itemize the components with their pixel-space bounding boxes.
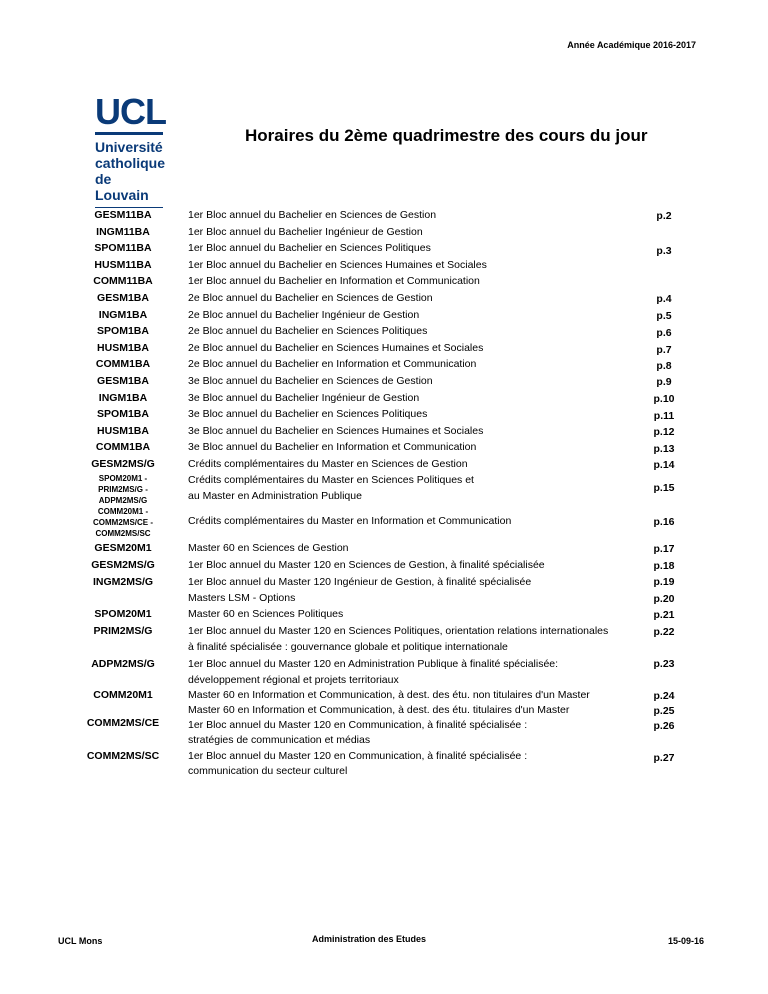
- program-code: ADPM2MS/G: [98, 496, 148, 505]
- program-description: 3e Bloc annuel du Bachelier en Sciences Politiques: [188, 408, 428, 420]
- page-ref: p.18: [653, 560, 675, 572]
- logo-line-3: de Louvain: [95, 171, 149, 203]
- page-ref: p.23: [653, 658, 675, 670]
- page-ref: p.6: [656, 327, 672, 339]
- program-description: 1er Bloc annuel du Master 120 en Sciences de Gestion, à finalité spécialisée: [188, 559, 545, 571]
- program-code: HUSM11BA: [94, 259, 152, 271]
- program-description: développement régional et projets territoriaux: [188, 674, 399, 686]
- program-description: 1er Bloc annuel du Master 120 en Sciences Politiques, orientation relations internationales: [188, 625, 609, 637]
- page-ref: p.4: [656, 293, 672, 305]
- page-ref: p.19: [653, 576, 675, 588]
- program-description: au Master en Administration Publique: [188, 490, 362, 502]
- program-code: INGM2MS/G: [92, 576, 154, 588]
- program-code: GESM2MS/G: [91, 458, 155, 470]
- page-ref: p.16: [653, 516, 675, 528]
- page-ref: p.14: [653, 459, 675, 471]
- program-description: Crédits complémentaires du Master en Information et Communication: [188, 515, 512, 527]
- program-code: SPOM20M1: [94, 608, 152, 620]
- logo-line-1: Université: [95, 139, 163, 155]
- program-description: 2e Bloc annuel du Bachelier en Sciences Humaines et Sociales: [188, 342, 484, 354]
- program-description: Master 60 en Sciences de Gestion: [188, 542, 349, 554]
- program-description: 1er Bloc annuel du Bachelier en Sciences de Gestion: [188, 209, 437, 221]
- program-description: 1er Bloc annuel du Bachelier en Sciences Politiques: [188, 242, 431, 254]
- program-description: 1er Bloc annuel du Bachelier en Sciences Humaines et Sociales: [188, 259, 487, 271]
- program-code: ADPM2MS/G: [91, 658, 155, 670]
- page-ref: p.9: [656, 376, 672, 388]
- page-ref: p.7: [656, 344, 672, 356]
- page-ref: p.22: [653, 626, 675, 638]
- page-ref: p.5: [656, 310, 672, 322]
- program-code: COMM2MS/SC: [95, 529, 151, 538]
- program-description: 1er Bloc annuel du Bachelier en Information et Communication: [188, 275, 480, 287]
- logo-rule-bottom: [95, 207, 163, 208]
- program-code: INGM11BA: [96, 226, 150, 238]
- page-ref: p.12: [653, 426, 675, 438]
- program-code: PRIM2MS/G: [93, 625, 153, 637]
- program-description: Crédits complémentaires du Master en Sciences de Gestion: [188, 458, 468, 470]
- page-ref: p.3: [656, 245, 672, 257]
- page-ref: p.8: [656, 360, 672, 372]
- page-ref: p.20: [653, 593, 675, 605]
- program-code: GESM1BA: [97, 292, 149, 304]
- logo-line-2: catholique: [95, 155, 166, 171]
- program-description: à finalité spécialisée : gouvernance globale et politique internationale: [188, 641, 508, 653]
- page-ref: p.13: [653, 443, 675, 455]
- program-description: Master 60 en Sciences Politiques: [188, 608, 344, 620]
- program-description: 3e Bloc annuel du Bachelier en Information et Communication: [188, 441, 477, 453]
- program-description: 1er Bloc annuel du Master 120 Ingénieur de Gestion, à finalité spécialisée: [188, 576, 532, 588]
- program-description: communication du secteur culturel: [188, 765, 348, 777]
- program-description: 1er Bloc annuel du Bachelier Ingénieur de Gestion: [188, 226, 423, 238]
- program-description: 1er Bloc annuel du Master 120 en Administration Publique à finalité spécialisée:: [188, 658, 559, 670]
- program-description: 2e Bloc annuel du Bachelier en Sciences de Gestion: [188, 292, 433, 304]
- ucl-logo: [95, 91, 166, 208]
- academic-year: Année Académique 2016-2017: [567, 40, 696, 50]
- program-description: stratégies de communication et médias: [188, 734, 371, 746]
- program-code: COMM1BA: [95, 441, 151, 453]
- page-ref: p.27: [653, 752, 675, 764]
- program-description: Master 60 en Information et Communication, à dest. des étu. non titulaires d'un Master: [188, 689, 590, 701]
- program-code: GESM20M1: [94, 542, 152, 554]
- program-code: GESM11BA: [94, 209, 152, 221]
- program-code: HUSM1BA: [97, 425, 149, 437]
- page-ref: p.21: [653, 609, 675, 621]
- program-code: SPOM20M1 -: [98, 474, 148, 483]
- program-code: INGM1BA: [98, 392, 148, 404]
- program-code: COMM11BA: [93, 275, 153, 287]
- program-description: 2e Bloc annuel du Bachelier Ingénieur de Gestion: [188, 309, 420, 321]
- program-description: Crédits complémentaires du Master en Sciences Politiques et: [188, 474, 474, 486]
- page-ref: p.2: [656, 210, 672, 222]
- logo-rule: [95, 132, 163, 135]
- program-code: GESM2MS/G: [91, 559, 155, 571]
- page-ref: p.15: [653, 482, 675, 494]
- program-code: HUSM1BA: [97, 342, 149, 354]
- program-description: 1er Bloc annuel du Master 120 en Communication, à finalité spécialisée :: [188, 750, 528, 762]
- program-description: 2e Bloc annuel du Bachelier en Information et Communication: [188, 358, 477, 370]
- footer-left: UCL Mons: [58, 936, 103, 946]
- page-ref: p.17: [653, 543, 675, 555]
- page-ref: p.26: [653, 720, 675, 732]
- footer-center: Administration des Etudes: [312, 934, 427, 944]
- footer-date: 15-09-16: [668, 936, 705, 946]
- program-code: COMM20M1: [93, 689, 153, 701]
- program-code: PRIM2MS/G -: [98, 485, 148, 494]
- program-code: COMM20M1 -: [97, 507, 149, 516]
- page-ref: p.11: [653, 410, 675, 422]
- program-description: 2e Bloc annuel du Bachelier en Sciences Politiques: [188, 325, 428, 337]
- program-description: Masters LSM - Options: [188, 592, 296, 604]
- program-description: 1er Bloc annuel du Master 120 en Communication, à finalité spécialisée :: [188, 719, 528, 731]
- program-description: 3e Bloc annuel du Bachelier Ingénieur de Gestion: [188, 392, 420, 404]
- program-code: SPOM11BA: [94, 242, 152, 254]
- program-code: COMM1BA: [95, 358, 151, 370]
- program-description: 3e Bloc annuel du Bachelier en Sciences Humaines et Sociales: [188, 425, 484, 437]
- logo-ucl-text: UCL: [95, 91, 166, 132]
- program-code: COMM2MS/CE: [86, 717, 160, 729]
- program-code: SPOM1BA: [97, 408, 149, 420]
- program-description: 3e Bloc annuel du Bachelier en Sciences de Gestion: [188, 375, 433, 387]
- program-code: COMM2MS/SC: [86, 750, 160, 762]
- page-ref: p.25: [653, 705, 675, 717]
- page-title: Horaires du 2ème quadrimestre des cours du jour: [245, 126, 648, 145]
- program-code: SPOM1BA: [97, 325, 149, 337]
- page-ref: p.24: [653, 690, 675, 702]
- page-ref: p.10: [653, 393, 675, 405]
- program-description: Master 60 en Information et Communication, à dest. des étu. titulaires d'un Master: [188, 704, 570, 716]
- program-code: INGM1BA: [98, 309, 148, 321]
- program-code: GESM1BA: [97, 375, 149, 387]
- program-code: COMM2MS/CE -: [93, 518, 153, 527]
